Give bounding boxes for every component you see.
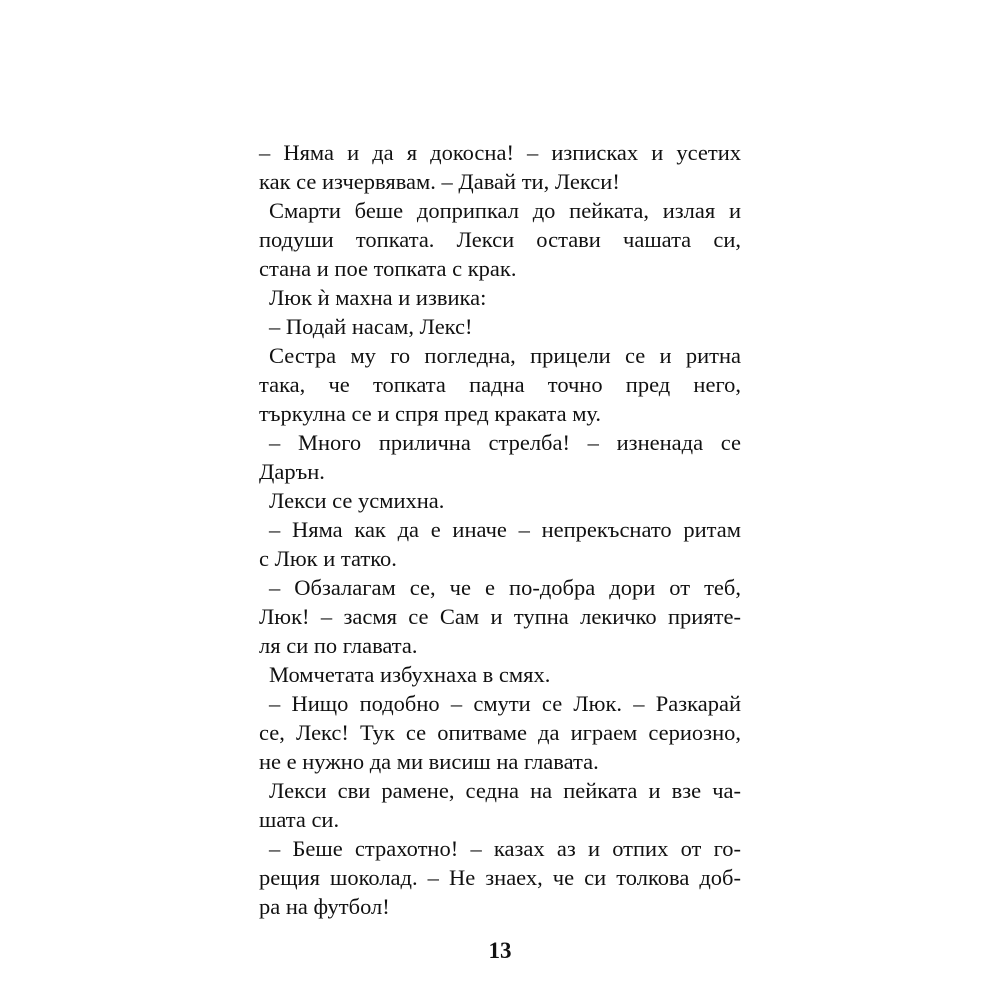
- text-line-20: – Нищо подобно – смути се Люк. – Разкарай: [269, 691, 741, 716]
- text-line-24: шата си.: [259, 807, 340, 832]
- text-line-15: с Люк и татко.: [259, 546, 397, 571]
- text-line-21: се, Лекс! Тук се опитваме да играем сериозно,: [259, 720, 741, 745]
- text-line-8: Сестра му го погледна, прицели се и ритна: [269, 343, 741, 368]
- text-line-26: рещия шоколад. – Не знаех, че си толкова доб-: [259, 865, 741, 890]
- text-line-3: Смарти беше доприпкал до пейката, излая и: [269, 198, 741, 223]
- text-line-27: ра на футбол!: [259, 894, 390, 919]
- text-line-23: Лекси сви рамене, седна на пейката и взе ча-: [269, 778, 741, 803]
- text-line-14: – Няма как да е иначе – непрекъснато ритам: [269, 517, 741, 542]
- text-line-12: Дарън.: [259, 459, 325, 484]
- text-line-4: подуши топката. Лекси остави чашата си,: [259, 227, 741, 252]
- text-line-17: Люк! – засмя се Сам и тупна лекичко прияте-: [259, 604, 741, 629]
- text-line-6: Люк ѝ махна и извика:: [269, 285, 487, 310]
- text-line-13: Лекси се усмихна.: [269, 488, 445, 513]
- text-line-19: Момчетата избухнаха в смях.: [269, 662, 551, 687]
- text-line-10: търкулна се и спря пред краката му.: [259, 401, 602, 426]
- text-line-16: – Обзалагам се, че е по-добра дори от теб,: [269, 575, 741, 600]
- text-line-1: – Няма и да я докосна! – изписках и усетих: [259, 140, 741, 165]
- text-line-2: как се изчервявам. – Давай ти, Лекси!: [259, 169, 620, 194]
- text-line-18: ля си по главата.: [259, 633, 418, 658]
- text-line-11: – Много прилична стрелба! – изненада се: [269, 430, 741, 455]
- text-line-7: – Подай насам, Лекс!: [269, 314, 473, 339]
- text-line-22: не е нужно да ми висиш на главата.: [259, 749, 599, 774]
- page-number: 13: [488, 938, 512, 963]
- text-line-9: така, че топката падна точно пред него,: [259, 372, 741, 397]
- text-line-25: – Беше страхотно! – казах аз и отпих от го-: [269, 836, 741, 861]
- text-line-5: стана и пое топката с крак.: [259, 256, 517, 281]
